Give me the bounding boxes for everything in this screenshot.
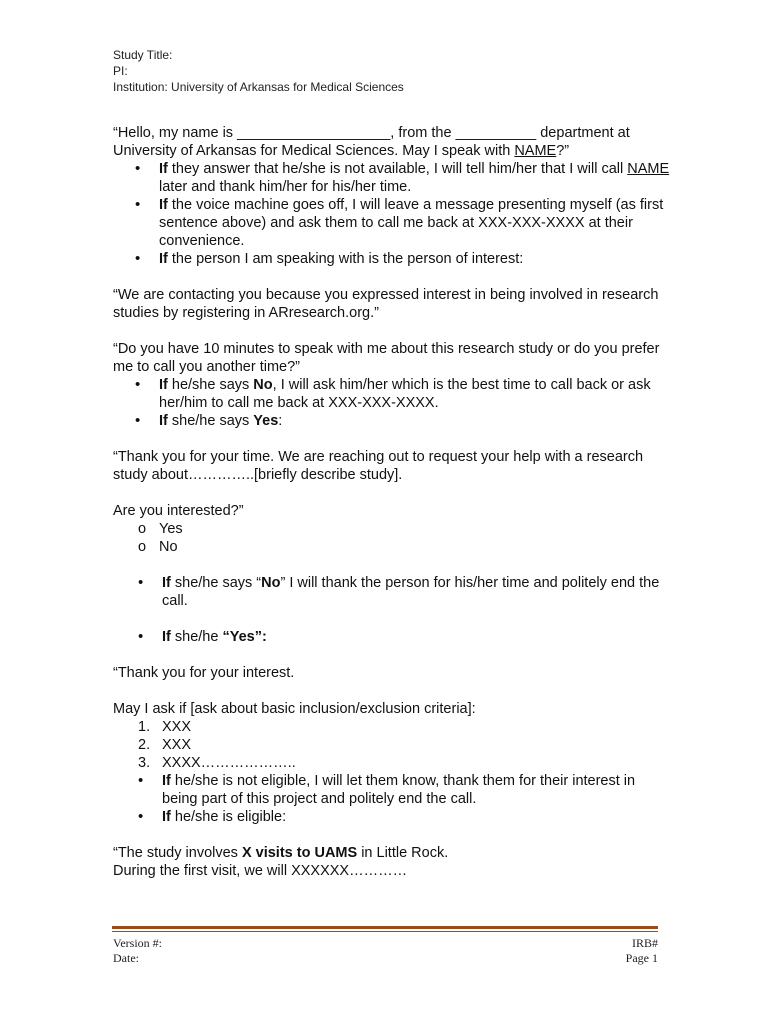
criteria-item: 1. XXX xyxy=(138,719,192,735)
minutes-bullets xyxy=(113,376,673,430)
bullet-says-yes: • If she/he says Yes: xyxy=(135,412,673,430)
eligibility-bullets xyxy=(113,772,673,826)
answer-no-bullet-list xyxy=(113,574,673,610)
criteria-item: 2. XXX xyxy=(138,737,192,753)
criteria-intro: May I ask if [ask about basic inclusion/exclusion criteria]: xyxy=(113,701,476,717)
study-visits-paragraph: “The study involves X visits to UAMS in Little Rock. xyxy=(113,845,449,861)
minutes-paragraph: “Do you have 10 minutes to speak with me about this research study or do you prefer me to call you another time?” xyxy=(113,341,660,375)
first-visit-paragraph: During the first visit, we will XXXXXX………… xyxy=(113,863,408,879)
study-title-label: Study Title: xyxy=(113,48,173,62)
intro-paragraph: “Hello, my name is ___________________, from the __________ department at University of Arkansas for Medical Sciences. May I speak with NAME?” xyxy=(113,125,630,159)
page-number: Page 1 xyxy=(625,951,658,965)
institution-label: Institution: University of Arkansas for Medical Sciences xyxy=(113,80,404,94)
option-yes: o Yes xyxy=(135,520,673,538)
page-header xyxy=(113,47,404,95)
criteria-item: 3. XXXX……………….. xyxy=(138,755,296,771)
footer-rule-thick xyxy=(112,926,658,929)
bullet-not-available: • If they answer that he/she is not available, I will tell him/her that I will call NAME later and thank him/her for his/her time. xyxy=(135,160,673,196)
footer-rule-thin xyxy=(112,931,658,932)
footer-left xyxy=(113,936,162,966)
contact-paragraph: “We are contacting you because you expressed interest in being involved in research studies by registering in ARresearch.org.” xyxy=(113,287,659,321)
name-placeholder: NAME xyxy=(627,161,670,177)
version-label: Version #: xyxy=(113,936,162,950)
date-label: Date: xyxy=(113,951,139,965)
option-no: o No xyxy=(135,538,673,556)
irb-label: IRB# xyxy=(631,936,658,950)
bullet-voice-machine: • If the voice machine goes off, I will leave a message presenting myself (as first sentence above) and ask them to call me back at XXX-XXX-XXXX at their convenience. xyxy=(135,196,673,250)
bullet-eligible: • If he/she is eligible: xyxy=(138,808,673,826)
thanks-time-paragraph: “Thank you for your time. We are reaching out to request your help with a research study about…………..[briefly describe study]. xyxy=(113,449,644,483)
answer-options xyxy=(113,520,673,556)
bullet-answer-no: • If she/he says “No” I will thank the person for his/her time and politely end the call. xyxy=(138,574,673,610)
interested-question: Are you interested?” xyxy=(113,503,244,519)
document-body xyxy=(113,124,673,880)
thanks-interest-paragraph: “Thank you for your interest. xyxy=(113,665,295,681)
bullet-says-no: • If he/she says No, I will ask him/her which is the best time to call back or ask her/him to call me back at XXX-XXX-XXXX. xyxy=(135,376,673,412)
bullet-person-of-interest: • If the person I am speaking with is the person of interest: xyxy=(135,250,673,268)
bullet-answer-yes: • If she/he “Yes”: xyxy=(138,628,673,646)
name-placeholder: NAME xyxy=(514,143,557,159)
availability-bullets xyxy=(113,160,673,268)
footer-right xyxy=(560,936,658,966)
answer-yes-bullet-list xyxy=(113,628,673,646)
bullet-not-eligible: • If he/she is not eligible, I will let them know, thank them for their interest in being part of this project and politely end the call. xyxy=(138,772,673,808)
criteria-list xyxy=(113,718,673,772)
pi-label: PI: xyxy=(113,64,128,78)
